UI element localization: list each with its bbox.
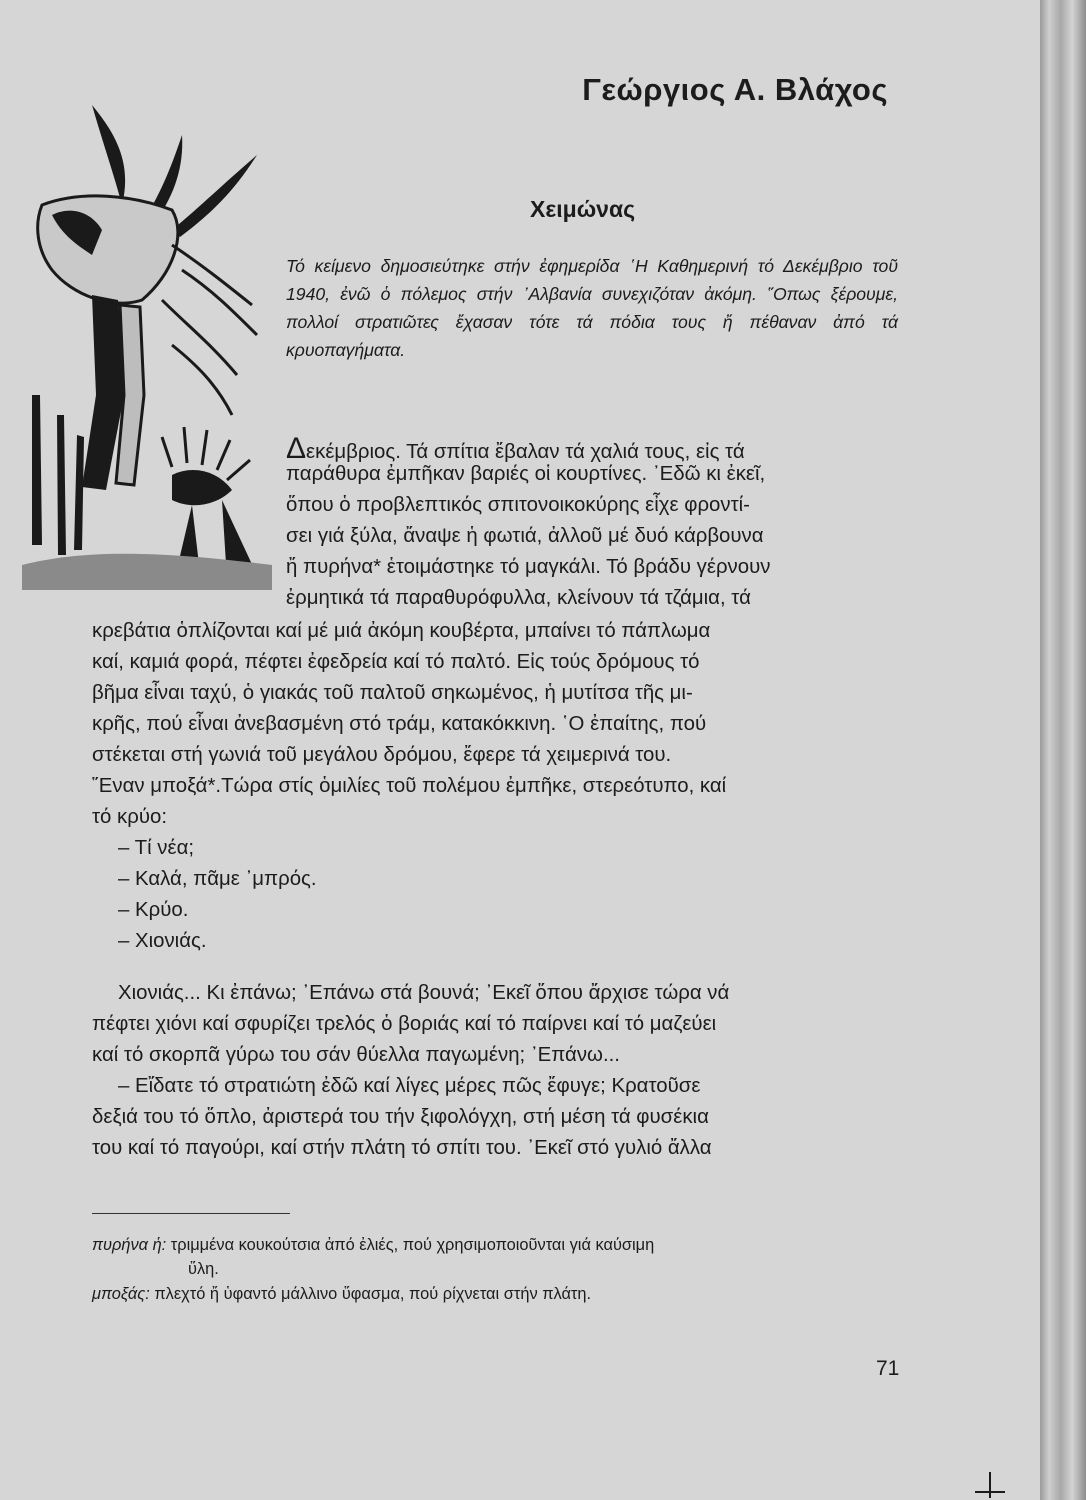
tree-branch xyxy=(92,105,125,205)
author-name: Γεώργιος Α. Βλάχος xyxy=(582,72,888,107)
dialogue-line: – Χιονιάς. xyxy=(118,930,207,952)
body-line: παράθυρα ἐμπῆκαν βαριές οἱ κουρτίνες. ᾿Εδῶ κι ἐκεῖ, xyxy=(286,463,766,485)
body-line: ῞Εναν μποξά*.Τώρα στίς ὁμιλίες τοῦ πολέμου ἐμπῆκε, στερεότυπο, καί xyxy=(92,775,727,797)
footnote xyxy=(92,1285,591,1304)
footnote-divider xyxy=(92,1213,290,1214)
dialogue-line: – Κρύο. xyxy=(118,899,189,921)
dialogue-line: – Τί νέα; xyxy=(118,837,195,859)
page-number: 71 xyxy=(876,1357,900,1380)
tree-branch xyxy=(172,155,257,237)
article-intro: Τό κείμενο δημοσιεύτηκε στήν ἐφημερίδα ῾Η Καθημερινή τό Δεκέμβριο τοῦ 1940, ἐνῶ ὁ πόλεμος στήν ᾿Αλβανία συνεχιζόταν ἀκόμη. ῞Οπως ξέρουμε, πολλοί στρατιῶτες ἔχασαν τότε τά πόδια τους ἤ πέθαναν ἀπό τά κρυοπαγήματα. xyxy=(286,256,898,360)
footnote-text: τριμμένα κουκούτσια ἀπό ἐλιές, πού χρησιμοποιοῦνται γιά καύσιμη xyxy=(170,1236,655,1254)
body-line: Δεκέμβριος. Τά σπίτια ἔβαλαν τά χαλιά τους, εἰς τά xyxy=(286,432,745,465)
body-line: ἤ πυρήνα* ἑτοιμάστηκε τό μαγκάλι. Τό βράδυ γέρνουν xyxy=(286,556,771,578)
body-line: – Εἴδατε τό στρατιώτη ἐδῶ καί λίγες μέρες πῶς ἔφυγε; Κρατοῦσε xyxy=(118,1075,701,1097)
body-line: τό κρύο: xyxy=(92,806,168,828)
tree-crown xyxy=(38,196,178,303)
grass-blades xyxy=(32,395,84,555)
body-line: δεξιά του τό ὅπλο, ἀριστερά του τήν ξιφολόγχη, στή μέση τά φυσέκια xyxy=(92,1106,709,1128)
body-line: βῆμα εἶναι ταχύ, ὁ γιακάς τοῦ παλτοῦ σηκωμένος, ἡ μυτίτσα τῆς μι- xyxy=(92,682,693,704)
body-line: καί, καμιά φορά, πέφτει ἐφεδρεία καί τό παλτό. Εἰς τούς δρόμους τό xyxy=(92,651,700,673)
footnote-term: μποξάς: xyxy=(92,1285,150,1303)
footnote-continuation: ὕλη. xyxy=(188,1260,219,1278)
body-line: καί τό σκορπᾶ γύρω του σάν θύελλα παγωμένη; ᾿Επάνω... xyxy=(92,1044,620,1066)
footnote-term: πυρήνα ἡ: xyxy=(92,1236,167,1254)
body-line: ἐρμητικά τά παραθυρόφυλλα, κλείνουν τά τζάμια, τά xyxy=(286,587,751,609)
drop-cap: Δ xyxy=(286,432,307,465)
fire-embers xyxy=(172,470,232,505)
woodcut-illustration xyxy=(22,95,272,590)
body-line: Χιονιάς... Κι ἐπάνω; ᾿Επάνω στά βουνά; ᾿Εκεῖ ὅπου ἄρχισε τώρα νά xyxy=(118,982,730,1004)
crop-mark xyxy=(970,1470,1010,1500)
body-line: κρεβάτια ὁπλίζονται καί μέ μιά ἀκόμη κουβέρτα, μπαίνει τό πάπλωμα xyxy=(92,620,711,642)
page-edge xyxy=(1040,0,1086,1500)
dialogue-line: – Καλά, πᾶμε ᾿μπρός. xyxy=(118,868,317,890)
body-line: στέκεται στή γωνιά τοῦ μεγάλου δρόμου, ἔφερε τά χειμερινά του. xyxy=(92,744,672,766)
body-line: σει γιά ξύλα, ἄναψε ἡ φωτιά, ἀλλοῦ μέ δυό κάρβουνα xyxy=(286,525,764,547)
body-line: πέφτει χιόνι καί σφυρίζει τρελός ὁ βοριάς καί τό παίρνει καί τό μαζεύει xyxy=(92,1013,717,1035)
tree-twigs xyxy=(162,245,257,415)
body-line: ὅπου ὁ προβλεπτικός σπιτονοικοκύρης εἶχε φροντί- xyxy=(286,494,750,516)
body-line: του καί τό παγούρι, καί στήν πλάτη τό σπίτι του. ᾿Εκεῖ στό γυλιό ἄλλα xyxy=(92,1137,712,1159)
article-title: Χειμώνας xyxy=(530,196,636,222)
body-line: κρῆς, πού εἶναι ἀνεβασμένη στό τράμ, κατακόκκινη. ῾Ο ἐπαίτης, πού xyxy=(92,713,707,735)
footnote xyxy=(92,1236,654,1255)
footnote-text: πλεχτό ἤ ὑφαντό μάλλινο ὕφασμα, πού ρίχνεται στήν πλάτη. xyxy=(154,1285,592,1303)
